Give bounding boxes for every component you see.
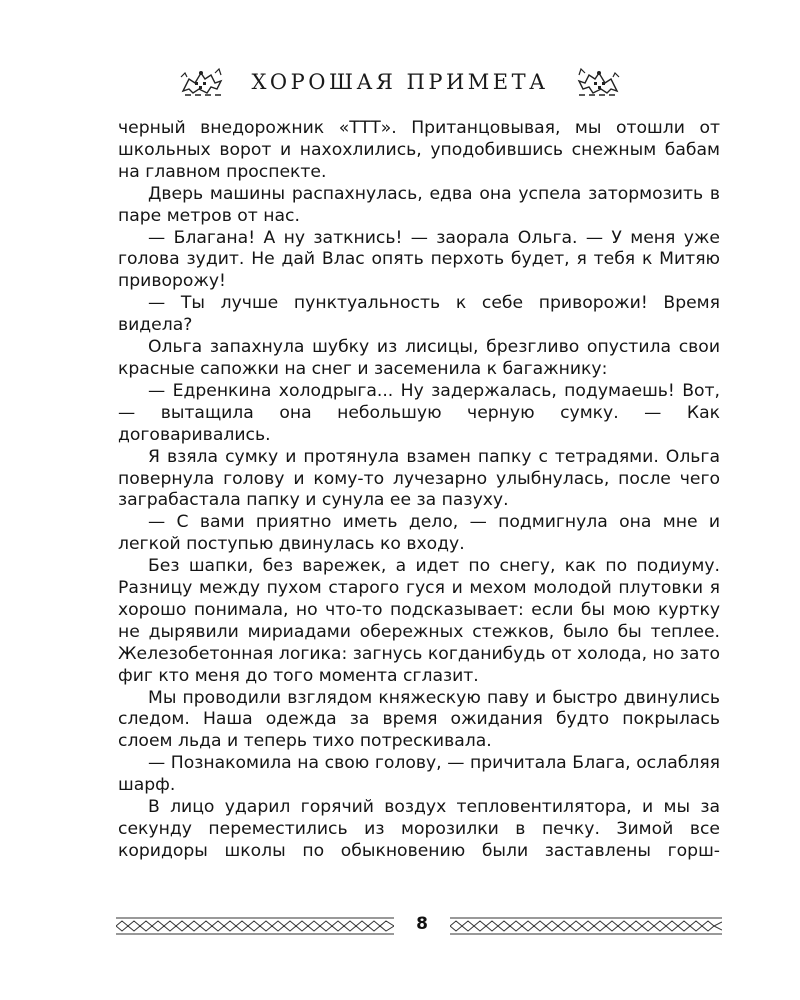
paragraph-7: Я взяла сумку и протянула взамен папку с тетрадями. Ольга повернула голову и кому-то лучезарно улыбнулась, после чего заграбастала папку и сунула ее за пазуху. — [118, 446, 720, 511]
folk-bird-ornament-icon — [573, 65, 625, 99]
running-header — [0, 62, 800, 102]
folk-pattern-band-icon — [450, 914, 722, 938]
paragraph-12: В лицо ударил горячий воздух тепловентилятора, и мы за секунду переместились из морозилки в печку. Зимой все коридоры школы по обыкновению были заставлены горш- — [118, 797, 720, 861]
paragraph-8: — С вами приятно иметь дело, — подмигнула она мне и легкой поступью двинулась ко входу. — [118, 512, 720, 555]
paragraph-6: — Едренкина холодрыга... Ну задержалась, подумаешь! Вот, — вытащила она небольшую черную сумку. — Как договаривались. — [118, 380, 720, 445]
paragraph-2: Дверь машины распахнулась, едва она успела затормозить в паре метров от нас. — [118, 183, 720, 226]
page-number: 8 — [416, 914, 428, 934]
page-body-text — [118, 118, 720, 863]
page-footer — [0, 908, 800, 942]
folk-pattern-band-icon — [116, 914, 394, 938]
running-head-title: ХОРОШАЯ ПРИМЕТА — [251, 70, 549, 94]
paragraph-4: — Ты лучше пунктуальность к себе приворожи! Время видела? — [118, 293, 720, 336]
paragraph-11: — Познакомила на свою голову, — причитала Блага, ослабляя шарф. — [118, 753, 720, 796]
paragraph-10: Мы проводили взглядом княжескую паву и быстро двинулись следом. Наша одежда за время ожидания будто покрылась слоем льда и теперь тихо потрескивала. — [118, 687, 720, 752]
paragraph-3: — Благана! А ну заткнись! — заорала Ольга. — У меня уже голова зудит. Не дай Влас опять перхоть будет, я тебя к Митяю приворожу! — [118, 227, 720, 292]
paragraph-1: черный внедорожник «ТТТ». Пританцовывая, мы отошли от школьных ворот и нахохлились, уподобившись снежным бабам на главном проспекте. — [118, 118, 720, 182]
folk-bird-ornament-icon — [175, 65, 227, 99]
paragraph-5: Ольга запахнула шубку из лисицы, брезгливо опустила свои красные сапожки на снег и засеменила к багажнику: — [118, 337, 720, 379]
paragraph-9: Без шапки, без варежек, а идет по снегу, как по подиуму. Разницу между пухом старого гуся и мехом молодой плутовки я хорошо понимала, но что-то подсказывает: если бы мою куртку не дырявили мириадами обережных стежков, было бы теплее. Железобетонная логика: загнусь когданибудь от холода, но зато фиг кто меня до того момента сглазит. — [118, 556, 720, 686]
